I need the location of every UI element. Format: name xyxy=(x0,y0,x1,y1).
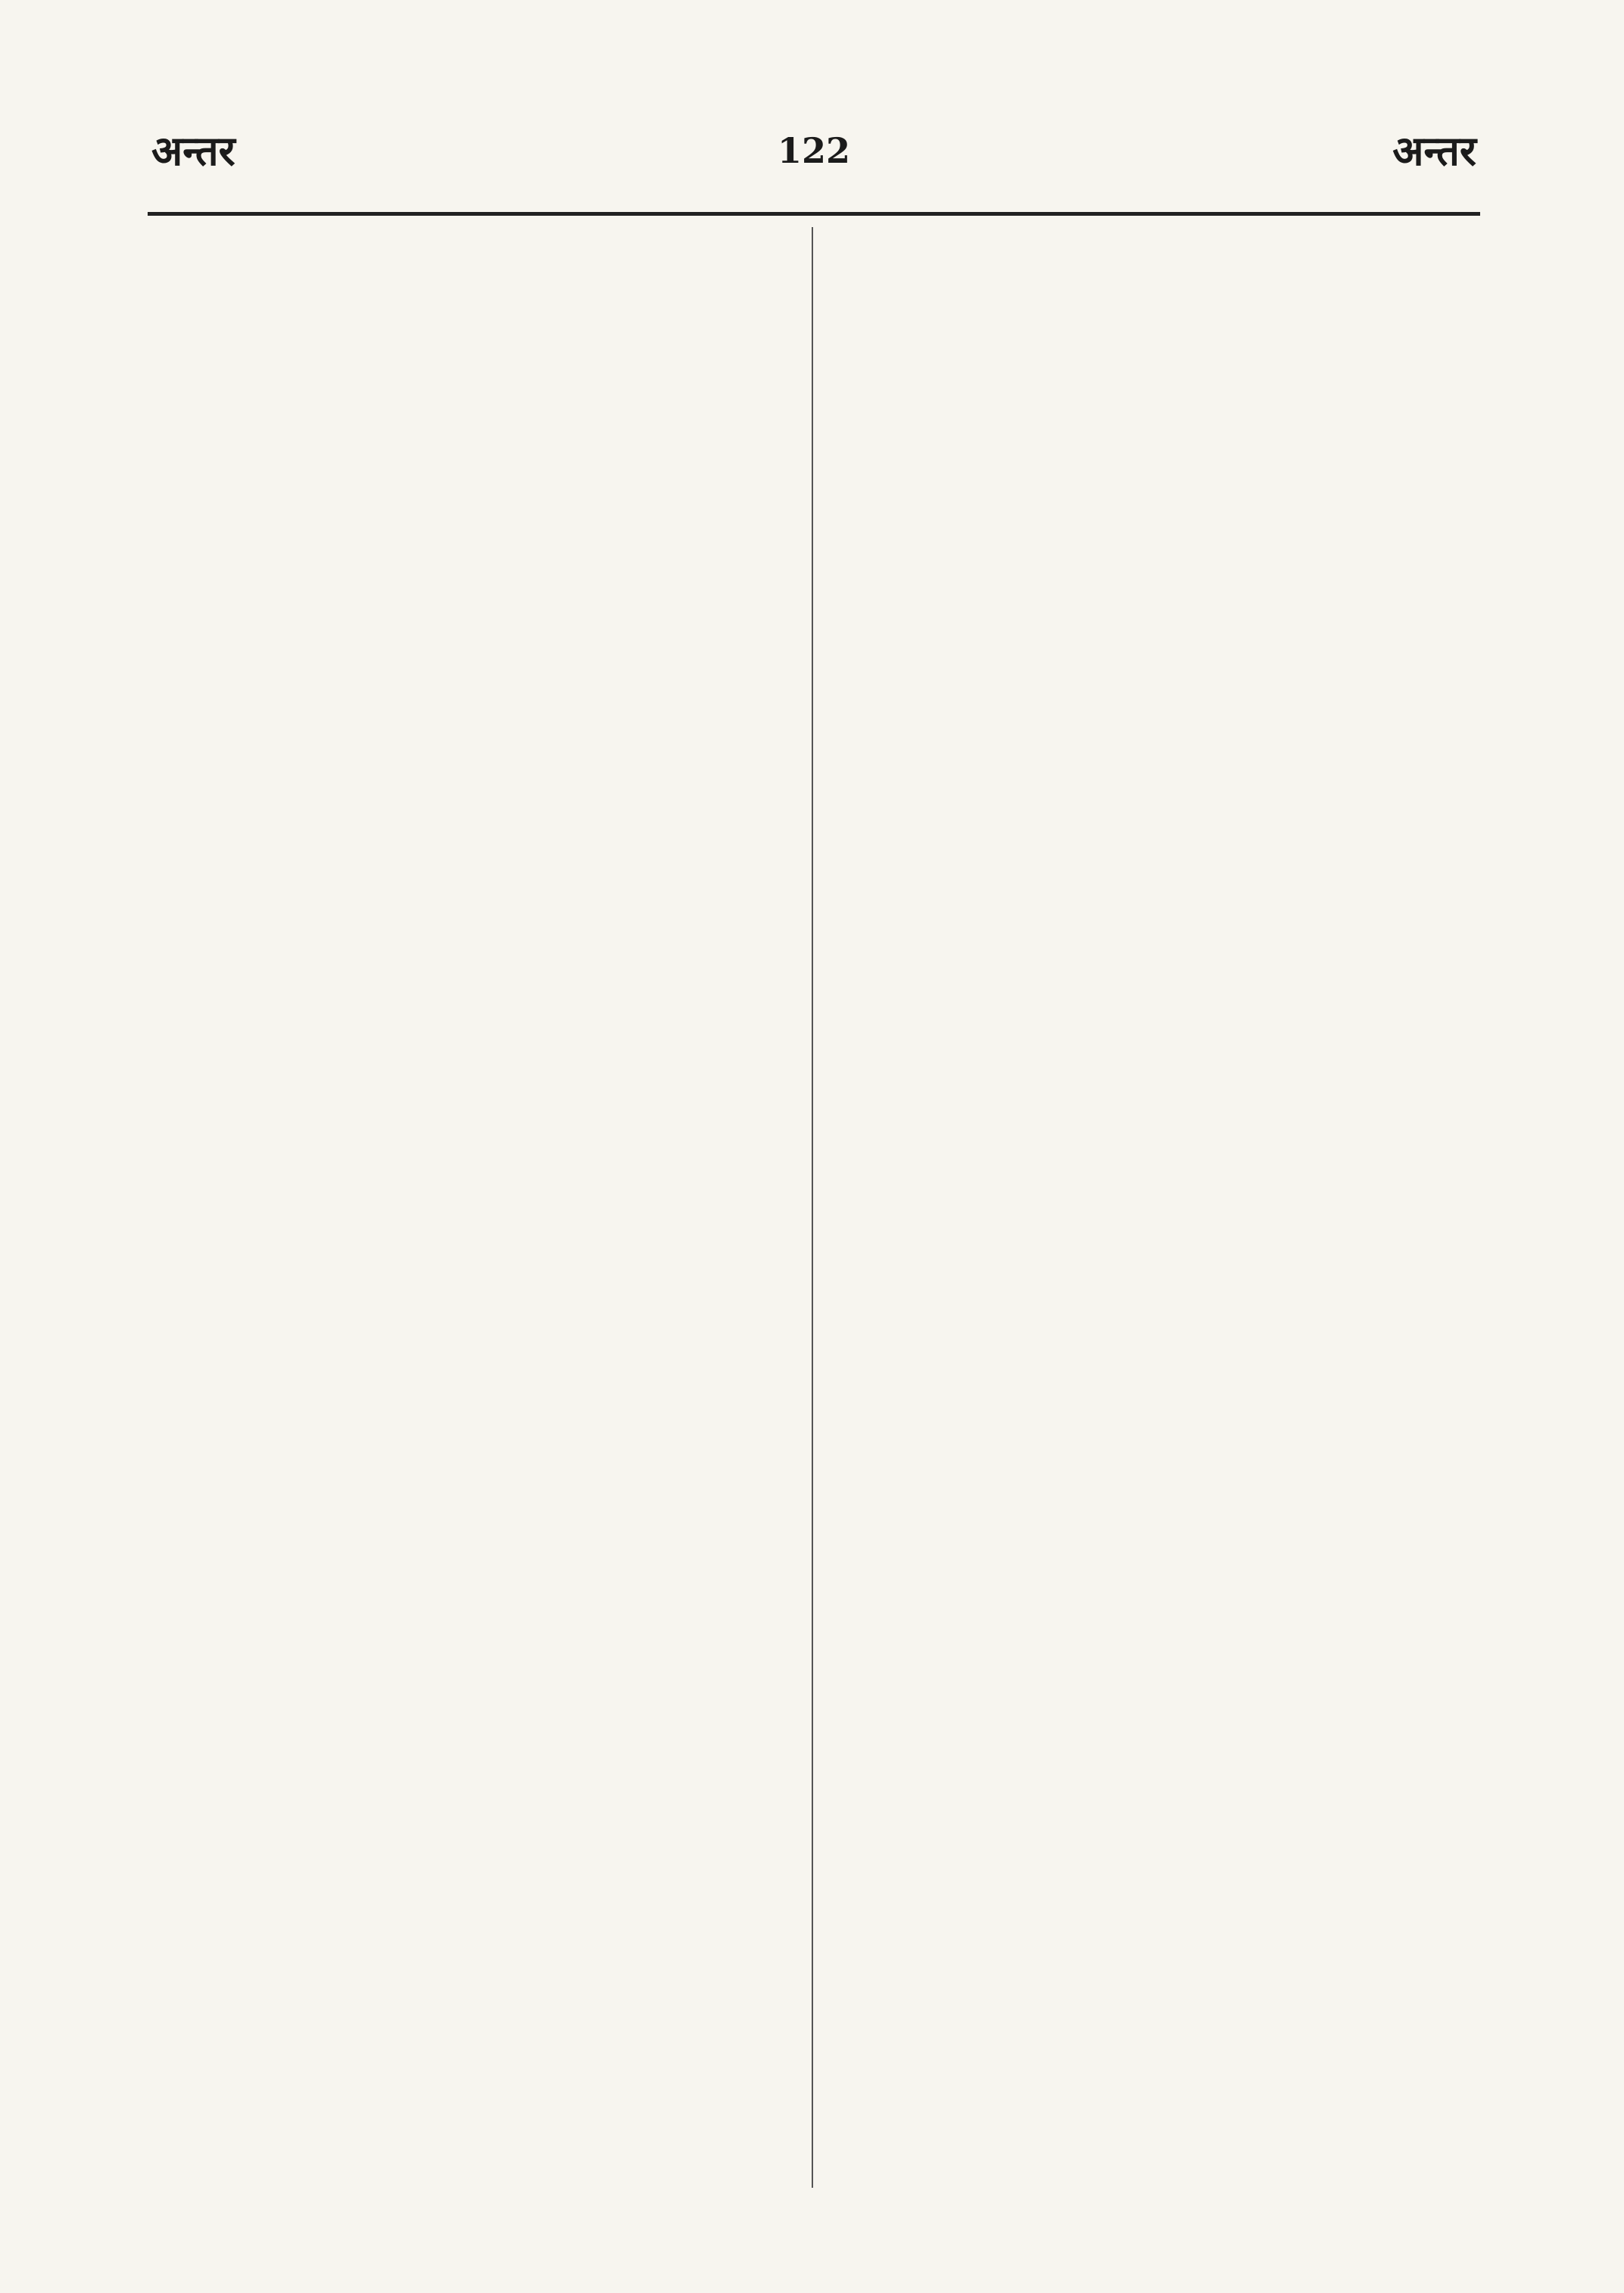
left-column xyxy=(148,231,795,2184)
headword-left: अन्तर xyxy=(151,126,235,175)
column-divider xyxy=(812,227,813,2188)
right-column xyxy=(825,231,1473,2184)
headword-right: अन्तर xyxy=(1392,126,1476,175)
header-rule xyxy=(148,212,1480,216)
page-number: 122 xyxy=(777,130,851,171)
page-header xyxy=(151,114,1476,182)
